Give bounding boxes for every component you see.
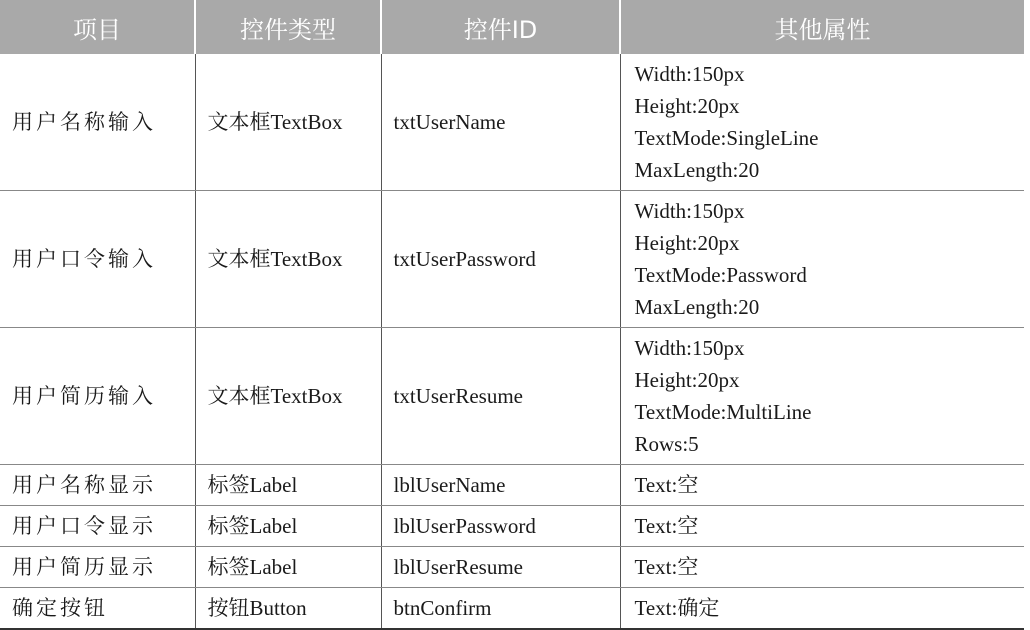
attribute-line: Rows:5 xyxy=(634,432,699,456)
table-row xyxy=(0,588,1024,630)
cell-attributes xyxy=(620,328,1024,465)
cell-control-type: 文本框TextBox xyxy=(195,328,381,465)
table-row xyxy=(0,506,1024,547)
header-control-type: 控件类型 xyxy=(195,0,381,54)
cell-control-type: 标签Label xyxy=(195,465,381,506)
table-row xyxy=(0,54,1024,191)
cell-item: 用户口令输入 xyxy=(0,191,195,328)
cell-attributes xyxy=(620,191,1024,328)
table-body xyxy=(0,54,1024,629)
cell-control-id: txtUserName xyxy=(381,54,620,191)
cell-item: 确定按钮 xyxy=(0,588,195,630)
attribute-line: Width:150px xyxy=(634,199,745,223)
header-row xyxy=(0,0,1024,54)
attribute-line: Height:20px xyxy=(634,368,740,392)
cell-item: 用户简历输入 xyxy=(0,328,195,465)
cell-control-id: txtUserPassword xyxy=(381,191,620,328)
cell-control-id: btnConfirm xyxy=(381,588,620,630)
cell-attributes: Text:确定 xyxy=(620,588,1024,630)
attribute-line: TextMode:SingleLine xyxy=(634,126,819,150)
attribute-line: TextMode:MultiLine xyxy=(634,400,812,424)
attribute-line: Width:150px xyxy=(634,336,745,360)
cell-control-type: 文本框TextBox xyxy=(195,191,381,328)
cell-attributes: Text:空 xyxy=(620,506,1024,547)
header-other-attributes: 其他属性 xyxy=(620,0,1024,54)
cell-item: 用户名称显示 xyxy=(0,465,195,506)
attribute-line: MaxLength:20 xyxy=(634,295,760,319)
header-item: 项目 xyxy=(0,0,195,54)
cell-control-type: 标签Label xyxy=(195,506,381,547)
attribute-line: MaxLength:20 xyxy=(634,158,760,182)
cell-control-type: 文本框TextBox xyxy=(195,54,381,191)
cell-control-type: 按钮Button xyxy=(195,588,381,630)
cell-item: 用户名称输入 xyxy=(0,54,195,191)
attribute-line: Height:20px xyxy=(634,94,740,118)
cell-item: 用户口令显示 xyxy=(0,506,195,547)
cell-item: 用户简历显示 xyxy=(0,547,195,588)
table-row xyxy=(0,465,1024,506)
table-row xyxy=(0,191,1024,328)
cell-control-type: 标签Label xyxy=(195,547,381,588)
cell-attributes: Text:空 xyxy=(620,547,1024,588)
attribute-line: Height:20px xyxy=(634,231,740,255)
cell-control-id: lblUserName xyxy=(381,465,620,506)
cell-control-id: lblUserPassword xyxy=(381,506,620,547)
cell-attributes xyxy=(620,54,1024,191)
cell-control-id: txtUserResume xyxy=(381,328,620,465)
cell-control-id: lblUserResume xyxy=(381,547,620,588)
header-control-id: 控件ID xyxy=(381,0,620,54)
table-row xyxy=(0,547,1024,588)
attribute-line: Width:150px xyxy=(634,62,745,86)
table-row xyxy=(0,328,1024,465)
cell-attributes: Text:空 xyxy=(620,465,1024,506)
table-header xyxy=(0,0,1024,54)
attribute-line: TextMode:Password xyxy=(634,263,807,287)
